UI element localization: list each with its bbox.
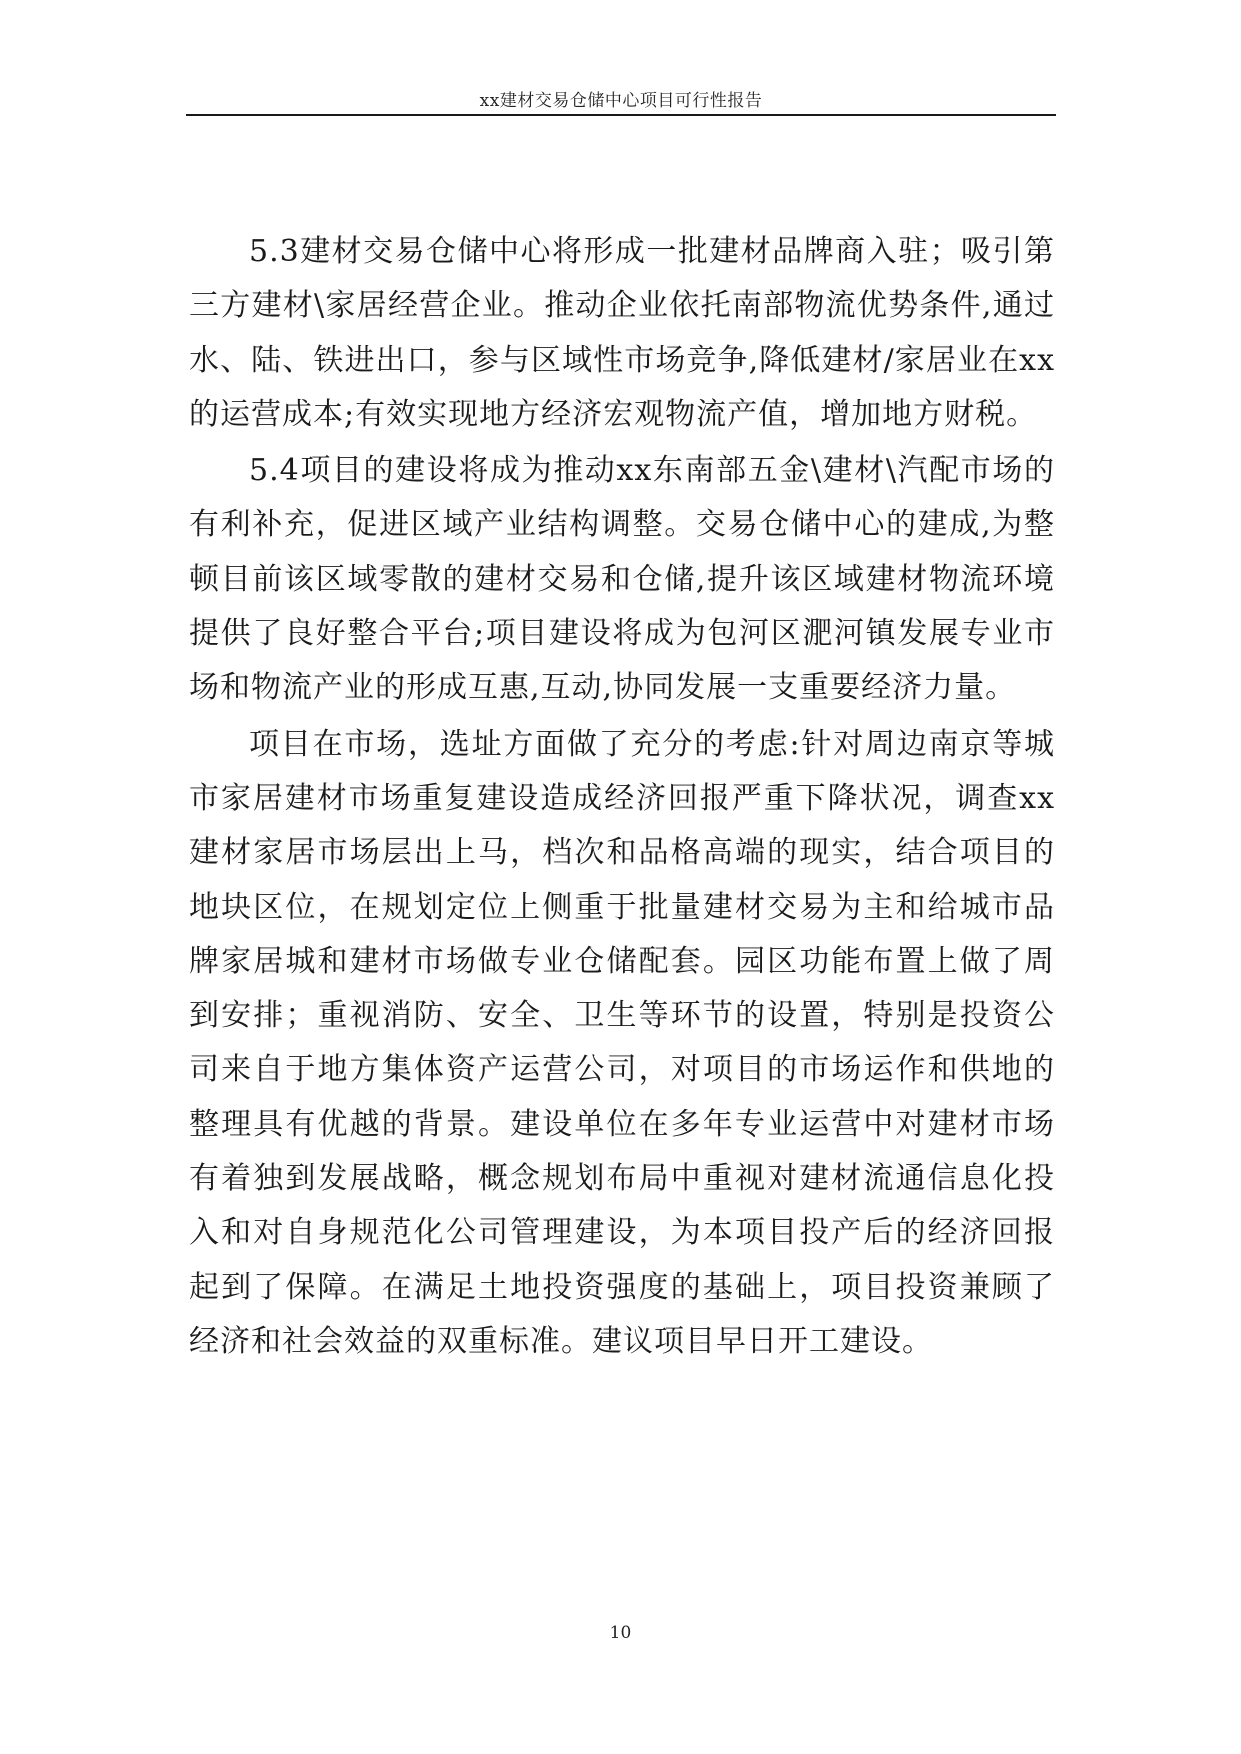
running-header-title: xx建材交易仓储中心项目可行性报告 bbox=[479, 91, 763, 111]
paragraph-5-3: 5.3建材交易仓储中心将形成一批建材品牌商入驻；吸引第三方建材\家居经营企业。推动企业依托南部物流优势条件,通过水、陆、铁进出口，参与区域性市场竞争,降低建材/家居业在xx的运营成本;有效实现地方经济宏观物流产值，增加地方财税。 bbox=[189, 234, 1055, 432]
paragraph-market-analysis: 项目在市场，选址方面做了充分的考虑:针对周边南京等城市家居建材市场重复建设造成经济回报严重下降状况，调查xx建材家居市场层出上马，档次和品格高端的现实，结合项目的地块区位，在规划定位上侧重于批量建材交易为主和给城市品牌家居城和建材市场做专业仓储配套。园区功能布置上做了周到安排；重视消防、安全、卫生等环节的设置，特别是投资公司来自于地方集体资产运营公司，对项目的市场运作和供地的整理具有优越的背景。建设单位在多年专业运营中对建材市场有着独到发展战略，概念规划布局中重视对建材流通信息化投入和对自身规范化公司管理建设，为本项目投产后的经济回报起到了保障。在满足土地投资强度的基础上，项目投资兼顾了经济和社会效益的双重标准。建议项目早日开工建设。 bbox=[189, 726, 1055, 1359]
body-text bbox=[189, 225, 1055, 1371]
paragraph-5-4: 5.4项目的建设将成为推动xx东南部五金\建材\汽配市场的有利补充，促进区域产业结构调整。交易仓储中心的建成,为整顿目前该区域零散的建材交易和仓储,提升该区域建材物流环境提供了良好整合平台;项目建设将成为包河区淝河镇发展专业市场和物流产业的形成互惠,互动,协同发展一支重要经济力量。 bbox=[189, 453, 1055, 706]
header-divider bbox=[186, 114, 1056, 116]
page-number: 10 bbox=[609, 1623, 632, 1643]
